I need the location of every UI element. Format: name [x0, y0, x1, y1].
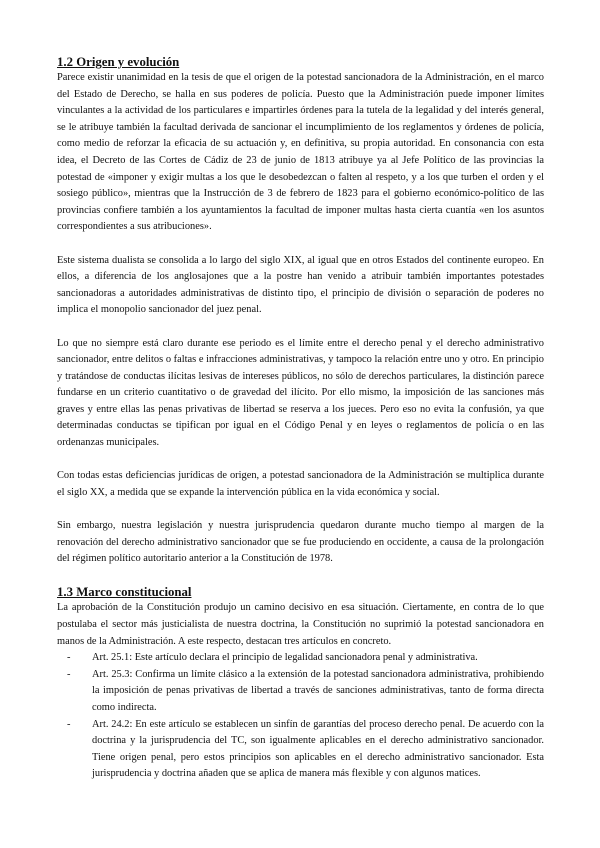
bullet-dash: - — [67, 718, 71, 730]
list-item — [57, 717, 544, 783]
paragraph: Sin embargo, nuestra legislación y nuestra jurisprudencia quedaron durante mucho tiempo al margen de la renovación del derecho administrativo sancionador que se fue produciendo en occidente, a causa de la prolongación del régimen político autoritario anterior a la Constitución de 1978. — [57, 520, 544, 565]
paragraph: Con todas estas deficiencias jurídicas de origen, a potestad sancionadora de la Administración se multiplica durante el siglo XX, a medida que se expande la intervención pública en la vida económica y social. — [57, 470, 544, 498]
paragraph-intro: La aprobación de la Constitución produjo un camino decisivo en esa situación. Ciertamente, en contra de lo que postulaba el sector más justicialista de nuestra doctrina, la Constitución no suprimió la potestad sancionadora en manos de la Administración. A este respecto, destacan tres artículos en concreto. — [57, 602, 544, 647]
bullet-dash: - — [67, 668, 71, 680]
article-list — [57, 650, 544, 783]
bullet-dash: - — [67, 652, 71, 664]
paragraph: Lo que no siempre está claro durante ese periodo es el límite entre el derecho penal y el derecho administrativo sancionador, entre delitos o faltas e infracciones administrativas, y tampoco la relación entre uno y otro. En principio y tratándose de conductas ilícitas lesivas de intereses públicos, no sólo de derechos particulares, la distinción parece fundarse en un criterio cuantitativo o de gravedad del ilícito. Por ello mismo, la imposición de las sanciones más graves y entre ellas las penas privativas de libertad se reserva a los jueces. Pero eso no evita la confusión, ya que determinadas conductas se tipifican por igual en el Código Penal y en leyes o reglamentos de policía o en las ordenanzas municipales. — [57, 337, 544, 449]
list-item-text: Art. 25.3: Confirma un límite clásico a la extensión de la potestad sancionadora administrativa, prohibiendo la imposición de penas privativas de libertad a través de sanciones administrativas, tanto de forma directa como indirecta. — [92, 668, 544, 713]
paragraph: Parece existir unanimidad en la tesis de que el origen de la potestad sancionadora de la Administración, en el marco del Estado de Derecho, se halla en sus poderes de policía. Puesto que la Administración puede imponer límites vinculantes a la actividad de los particulares e impartirles órdenes para la tutela de la legalidad y del interés general, se le atribuye también la facultad derivada de sancionar el incumplimiento de los reglamentos y órdenes de policía, como medio de reforzar la eficacia de su actuación y, en definitiva, su propia autoridad. En consonancia con esta idea, el Decreto de las Cortes de Cádiz de 23 de junio de 1813 atribuye ya al Jefe Político de las provincias la potestad de «imponer y exigir multas a los que le desobedezcan o falten al respeto, y a los que turben el orden y el sosiego público», mientras que la Instrucción de 3 de febrero de 1823 para el gobierno económico-político de las provincias confiere también a los ayuntamientos la facultad de imponer multas hasta cierta cuantía «en los asuntos correspondientes a sus atribuciones». — [57, 72, 544, 233]
section-heading-origen: 1.2 Origen y evolución — [57, 55, 180, 69]
section-heading-marco: 1.3 Marco constitucional — [57, 585, 192, 600]
paragraph: Este sistema dualista se consolida a lo largo del siglo XIX, al igual que en otros Estados del continente europeo. En ellos, a diferencia de los anglosajones que a la postre han venido a atribuir también importantes potestades sancionadoras a autoridades administrativas de distinto tipo, el principio de división o separación de poderes no implica el monopolio sancionador del juez penal. — [57, 254, 544, 316]
list-item-text: Art. 25.1: Este artículo declara el principio de legalidad sancionadora penal y administrativa. — [92, 652, 478, 664]
list-item-text: Art. 24.2: En este artículo se establecen un sinfín de garantías del proceso derecho penal. De acuerdo con la doctrina y la jurisprudencia del TC, son igualmente aplicables en el derecho administrativo sancionador. Tiene origen penal, pero estos principios son aplicables en el derecho administrativo sancionador. Esta jurisprudencia y doctrina añaden que se aplica de manera más flexible y con algunos matices. — [92, 718, 544, 780]
list-item — [57, 650, 544, 667]
list-item — [57, 667, 544, 717]
